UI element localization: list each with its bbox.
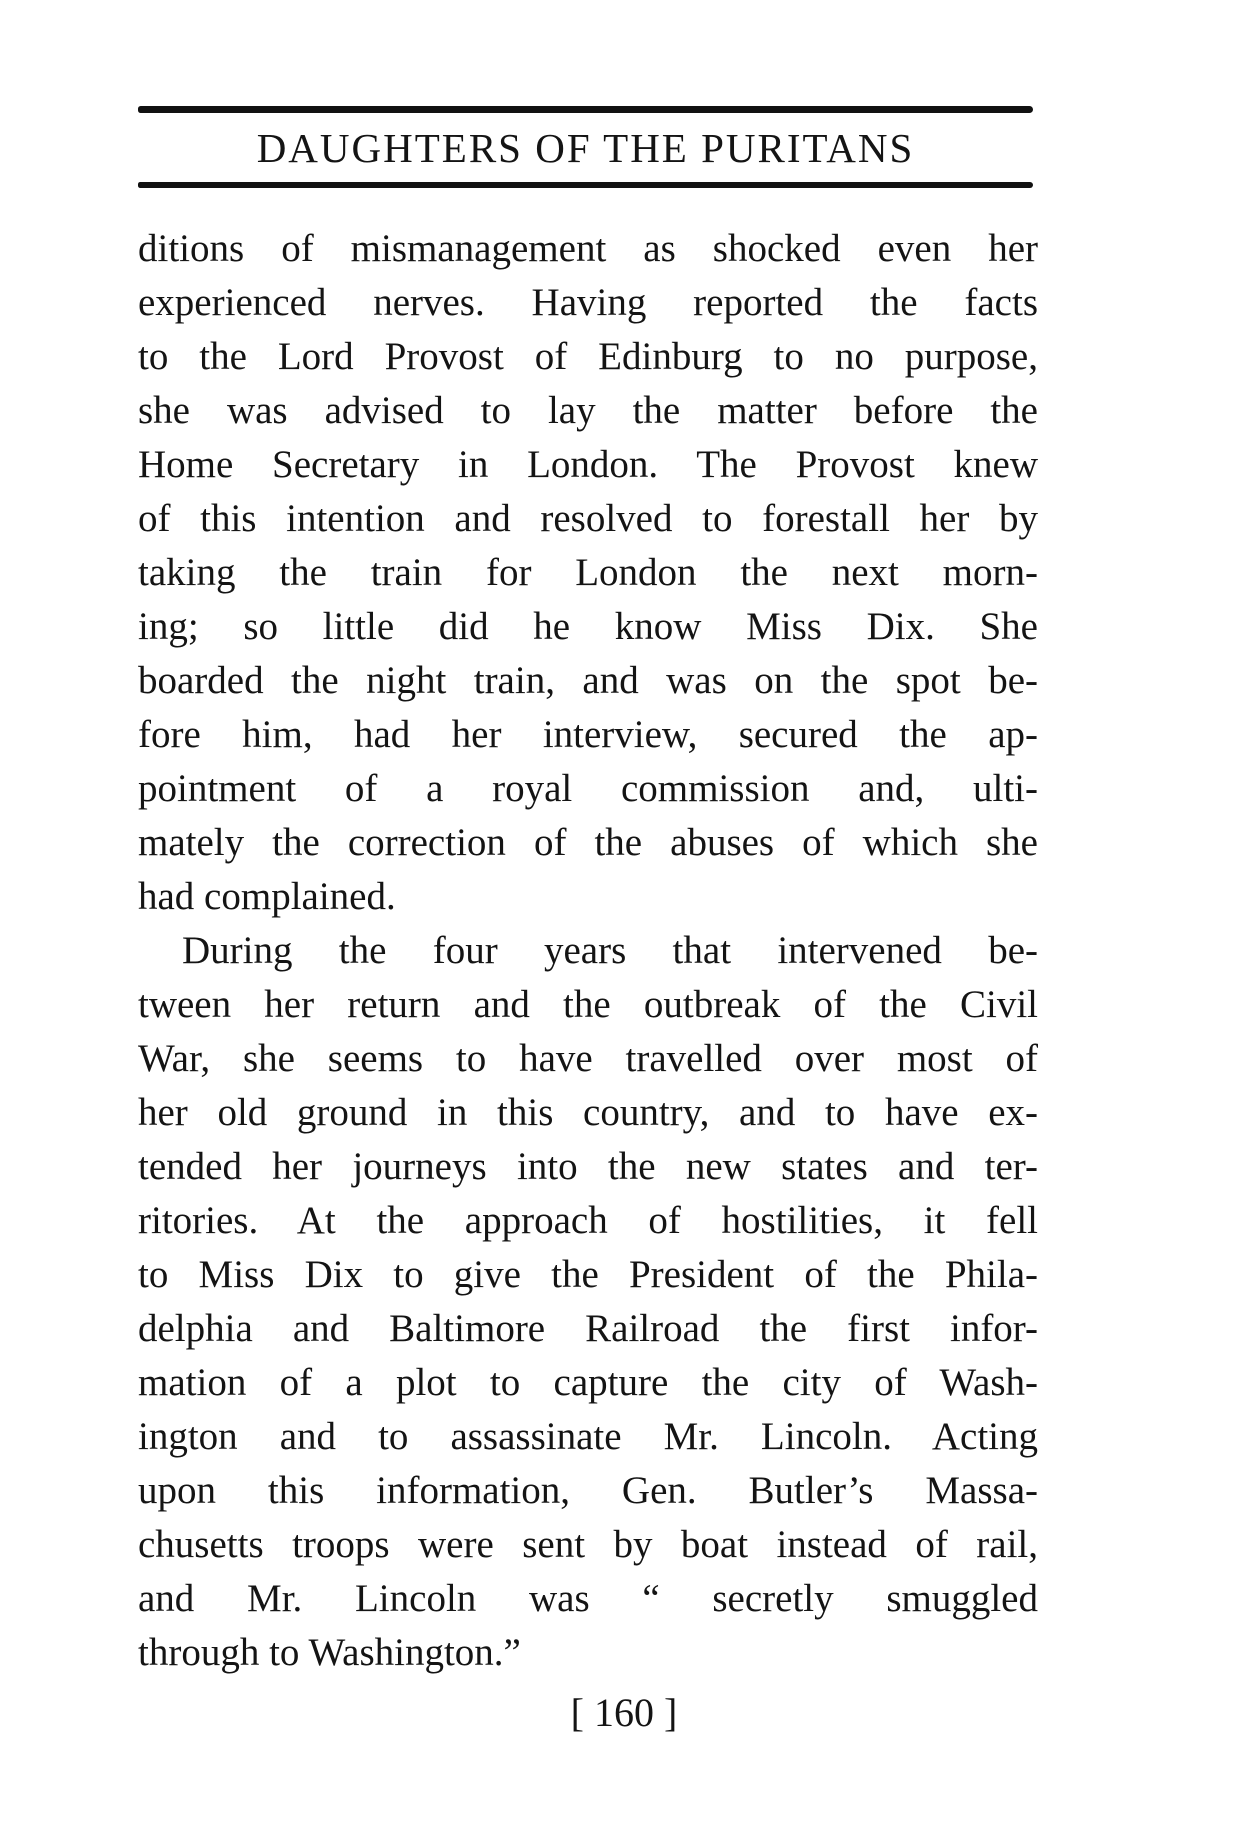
text-line: and Mr. Lincoln was “ secretly smuggled	[138, 1577, 1038, 1620]
page-number: [ 160 ]	[570, 1690, 678, 1735]
text-line: ditions of mismanagement as shocked even her	[138, 227, 1038, 270]
text-line: her old ground in this country, and to have ex-	[138, 1091, 1038, 1134]
running-head: DAUGHTERS OF THE PURITANS	[256, 125, 915, 171]
text-line: War, she seems to have travelled over most of	[138, 1037, 1038, 1080]
text-line: mation of a plot to capture the city of Wash-	[138, 1361, 1038, 1404]
text-line: of this intention and resolved to forestall her by	[138, 497, 1038, 540]
text-line: fore him, had her interview, secured the ap-	[138, 713, 1038, 756]
header-rule-bottom	[138, 182, 1033, 188]
text-line: upon this information, Gen. Butler’s Massa-	[138, 1469, 1038, 1512]
text-line: had complained.	[138, 875, 396, 918]
text-line: chusetts troops were sent by boat instead of rail,	[138, 1523, 1038, 1566]
text-line: to Miss Dix to give the President of the Phila-	[138, 1253, 1038, 1296]
text-line: taking the train for London the next morn-	[138, 551, 1038, 594]
text-line: tween her return and the outbreak of the Civil	[138, 983, 1038, 1026]
text-line: tended her journeys into the new states and ter-	[138, 1145, 1038, 1188]
text-line: through to Washington.”	[138, 1631, 521, 1674]
text-line: she was advised to lay the matter before the	[138, 389, 1038, 432]
text-line: ing; so little did he know Miss Dix. She	[138, 605, 1038, 648]
body-text	[138, 222, 1038, 1680]
paragraph-2	[138, 924, 1038, 1680]
header-rule-top	[138, 106, 1033, 113]
text-line: ington and to assassinate Mr. Lincoln. Acting	[138, 1415, 1038, 1458]
text-line: to the Lord Provost of Edinburg to no purpose,	[138, 335, 1038, 378]
paragraph-1	[138, 222, 1038, 924]
text-line: During the four years that intervened be-	[182, 929, 1038, 972]
text-line: mately the correction of the abuses of which she	[138, 821, 1038, 864]
text-line: ritories. At the approach of hostilities, it fell	[138, 1199, 1038, 1242]
text-line: pointment of a royal commission and, ulti-	[138, 767, 1038, 810]
text-line: experienced nerves. Having reported the facts	[138, 281, 1038, 324]
text-line: Home Secretary in London. The Provost knew	[138, 443, 1038, 486]
text-line: boarded the night train, and was on the spot be-	[138, 659, 1038, 702]
text-line: delphia and Baltimore Railroad the first infor-	[138, 1307, 1038, 1350]
